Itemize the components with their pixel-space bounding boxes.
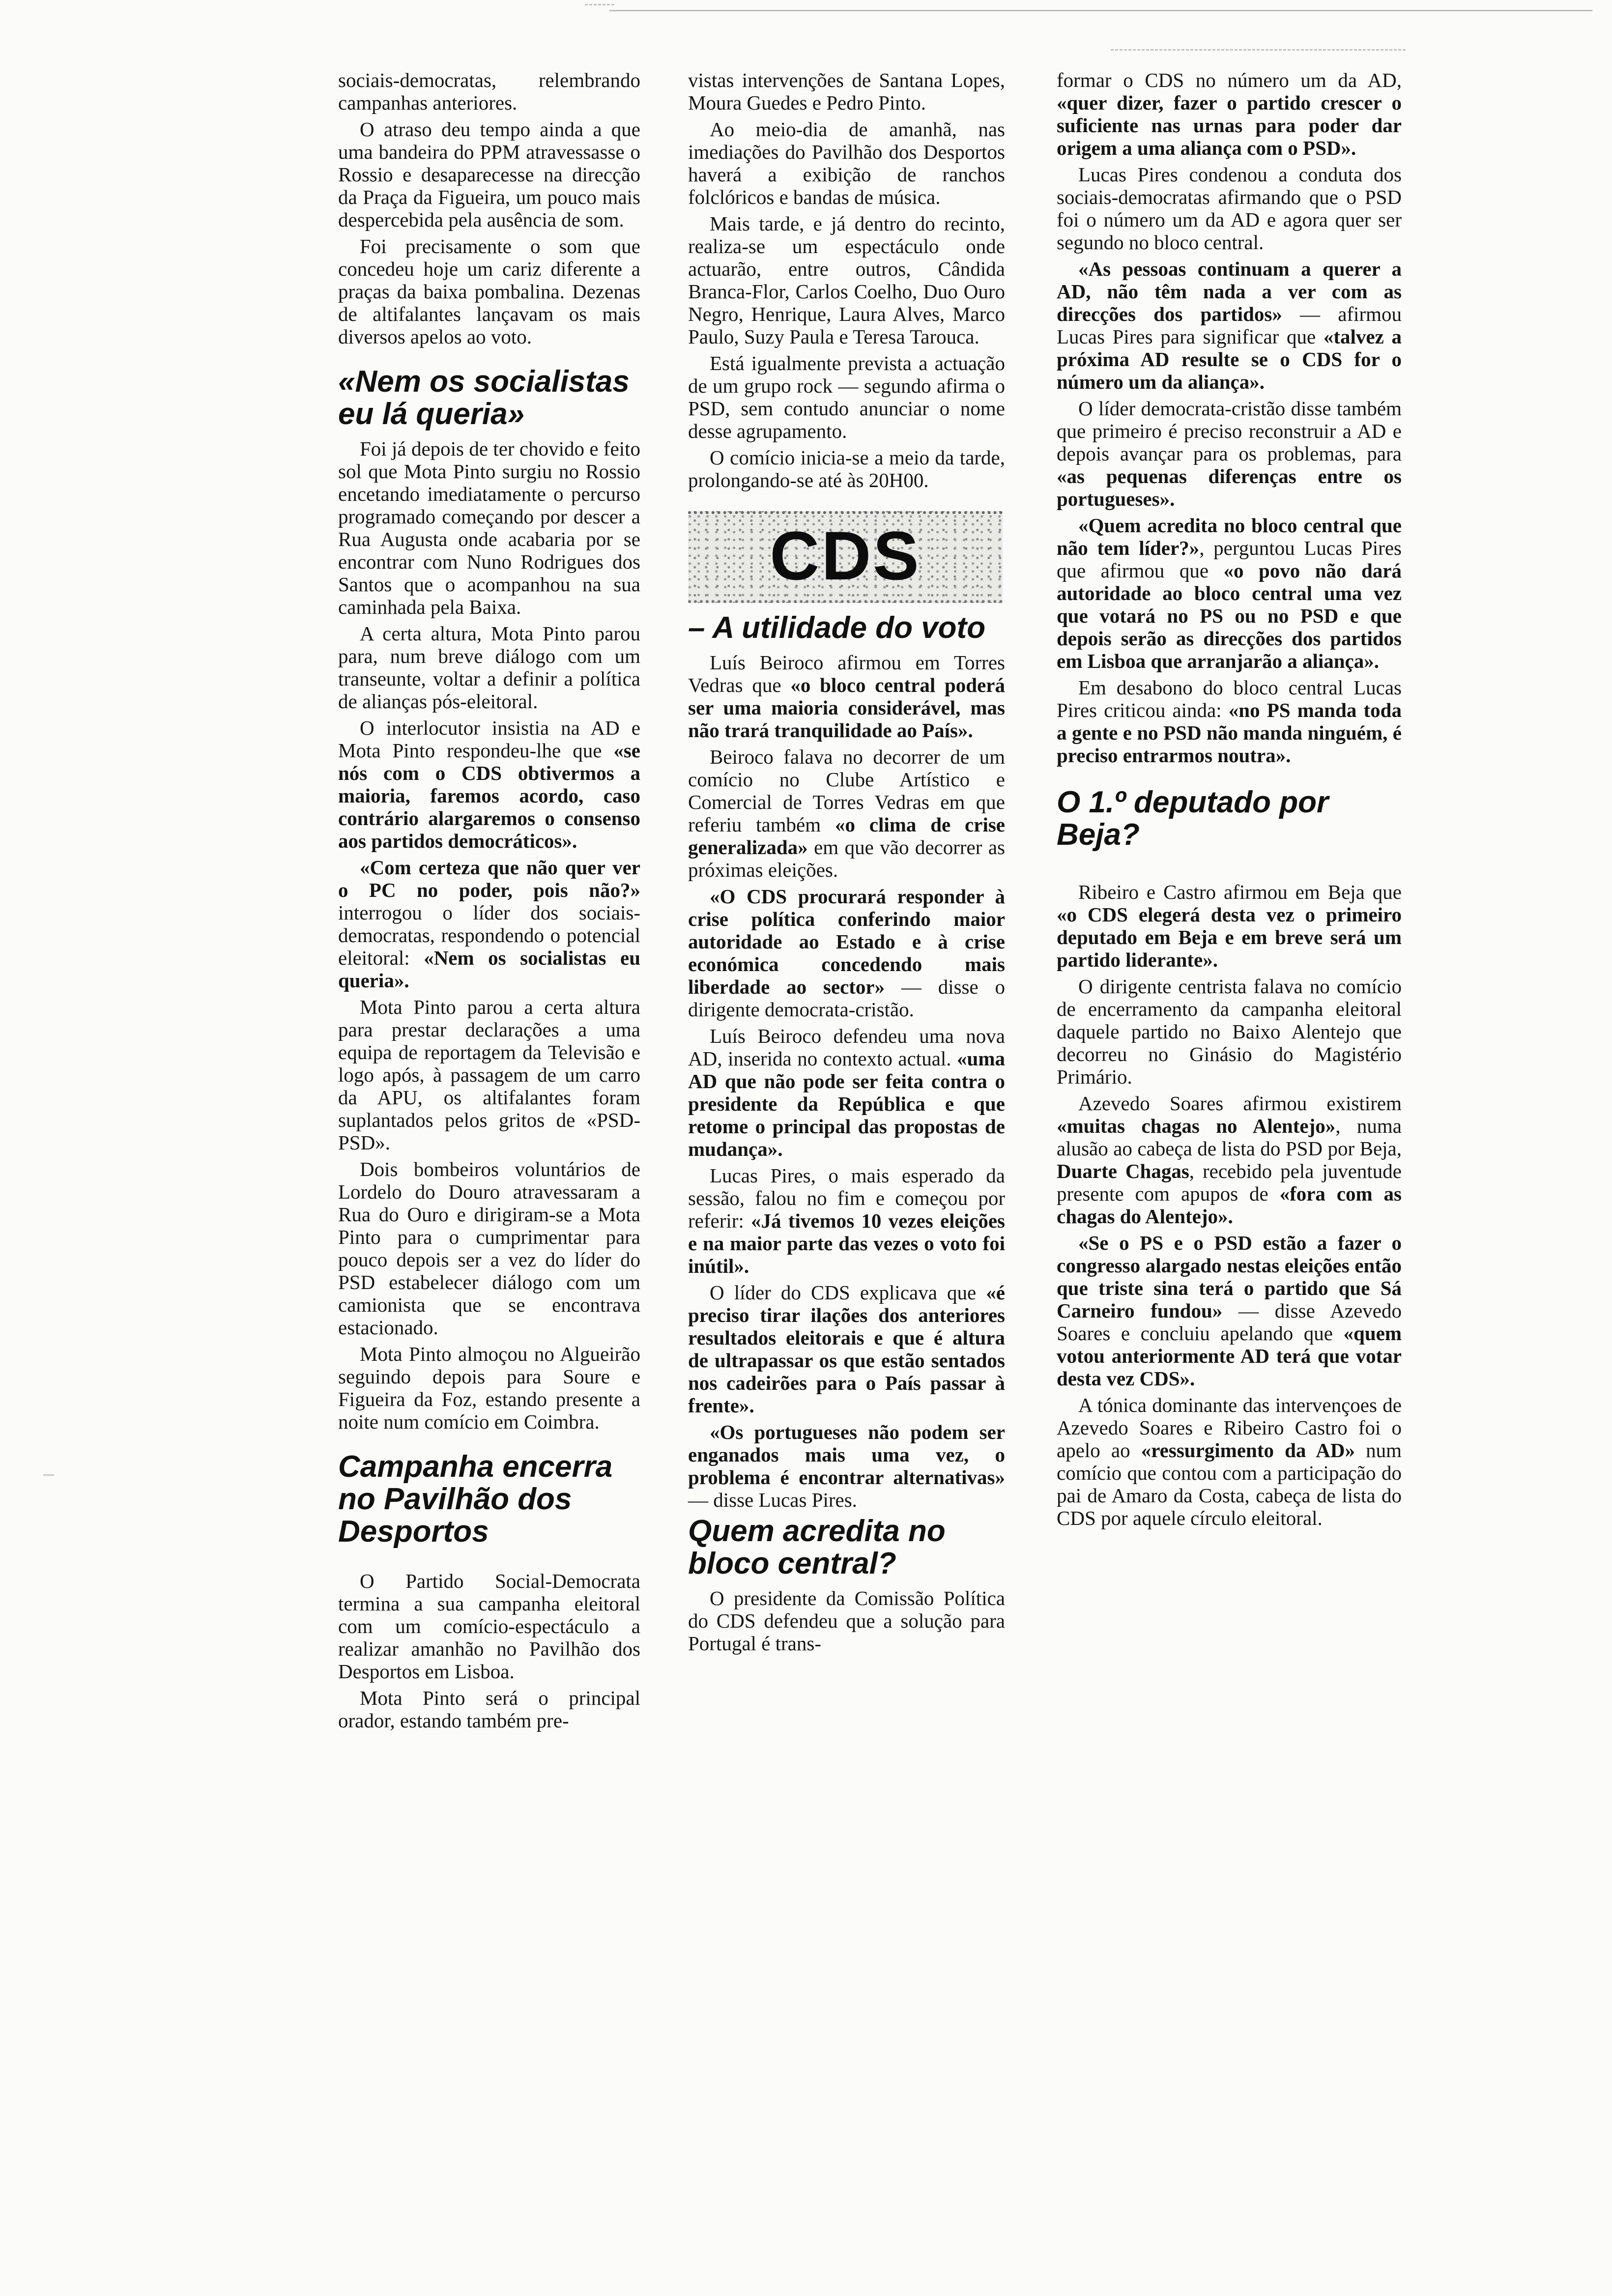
paragraph — [338, 717, 640, 852]
quote: «Com certeza que não quer ver o PC no poder, pois não?» — [338, 856, 640, 901]
paragraph — [688, 1281, 1005, 1417]
quote: «uma AD que não pode ser feita contra o presidente da República e que retome o principal das propostas de mudança». — [688, 1047, 1005, 1160]
text-run: O interlocutor insistia na AD e Mota Pinto respondeu-lhe que — [338, 717, 640, 762]
paragraph: A certa altura, Mota Pinto parou para, num breve diálogo com um transeunte, voltar a definir a política de alianças pós-eleitoral. — [338, 622, 640, 713]
column-2 — [688, 69, 1005, 1659]
paragraph — [1057, 1232, 1402, 1390]
quote: «se nós com o CDS obtivermos a maioria, faremos acordo, caso contrário alargaremos o consenso aos partidos democráticos». — [338, 739, 640, 852]
subheading: – A utilidade do voto — [688, 611, 986, 645]
text-run: interrogou o líder dos sociais-democratas, respondendo o potencial eleitoral: — [338, 901, 640, 969]
text-run: — disse Azevedo Soares e concluiu apelando que — [1057, 1299, 1402, 1345]
paragraph: Mais tarde, e já dentro do recinto, realiza-se um espectáculo onde actuarão, entre outros, Cândida Branca-Flor, Carlos Coelho, Duo Ouro Negro, Henrique, Laura Alves, Marco Paulo, Suzy Paula e Teresa Tarouca. — [688, 212, 1005, 348]
paragraph — [1057, 1092, 1402, 1228]
quote: «Já tivemos 10 vezes eleições e na maior parte das vezes o voto foi inútil». — [688, 1209, 1005, 1277]
paragraph — [1057, 514, 1402, 672]
quote: «muitas chagas no Alentejo» — [1057, 1115, 1336, 1137]
text-run: — disse o dirigente democrata-cristão. — [688, 976, 1006, 1021]
text-run: , perguntou Lucas Pires que afirmou que — [1057, 537, 1402, 582]
paragraph — [688, 746, 1005, 881]
quote: «Nem os socialistas eu queria». — [338, 947, 640, 992]
paragraph — [1057, 69, 1402, 159]
text-run: Luís Beiroco defendeu uma nova AD, inserida no contexto actual. — [688, 1025, 1005, 1070]
quote: «O CDS procurará responder à crise política conferindo maior autoridade ao Estado e à crise económica concedendo mais liberdade ao sector» — [688, 885, 1005, 998]
text-run: Lucas Pires, o mais esperado da sessão, falou no fim e começou por referir: — [688, 1164, 1005, 1232]
text-run: Azevedo Soares afirmou existirem — [1078, 1092, 1402, 1115]
paragraph: Está igualmente prevista a actuação de um grupo rock — segundo afirma o PSD, sem contudo anunciar o nome desse agrupamento. — [688, 352, 1005, 442]
paragraph: Ao meio-dia de amanhã, nas imediações do Pavilhão dos Desportos haverá a exibição de ranchos folclóricos e bandas de música. — [688, 118, 1005, 208]
quote: «é preciso tirar ilações dos anteriores resultados eleitorais e que é altura de ultrapassar os que estão sentados nos cadeirões para o País passar à frente». — [688, 1281, 1005, 1417]
paragraph: Mota Pinto parou a certa altura para prestar declarações a uma equipa de reportagem da Televisão e logo após, à passagem de um carro da APU, os altifalantes foram suplantados pelos gritos de «PSD-PSD». — [338, 996, 640, 1154]
top-dash-left — [585, 4, 614, 5]
quote: «Quem acredita no bloco central que não tem líder?» — [1057, 514, 1402, 559]
text-run: Ribeiro e Castro afirmou em Beja que — [1078, 881, 1402, 903]
subheading: O 1.º deputado por Beja? — [1057, 785, 1329, 852]
paragraph: O Partido Social-Democrata termina a sua campanha eleitoral com um comício-espectáculo a realizar amanhão no Pavilhão dos Desportos em Lisboa. — [338, 1570, 640, 1683]
quote: «As pessoas continuam a querer a AD, não têm nada a ver com as direcções dos partidos» — [1057, 258, 1402, 325]
paragraph: Foi já depois de ter chovido e feito sol que Mota Pinto surgiu no Rossio encetando imediatamente o percurso programado começando por descer a Rua Augusta onde acabaria por se encontrar com Nuno Rodrigues dos Santos que o acompanhou na sua caminhada pela Baixa. — [338, 437, 640, 618]
paragraph — [1057, 1394, 1402, 1529]
left-scan-mark — [43, 1474, 54, 1476]
quote: «quer dizer, fazer o partido crescer o suficiente nas urnas para poder dar origem a uma aliança com o PSD». — [1057, 91, 1402, 159]
paragraph: O atraso deu tempo ainda a que uma bandeira do PPM atravessasse o Rossio e desaparecesse na direcção da Praça da Figueira, um pouco mais despercebida pela ausência de som. — [338, 118, 640, 231]
paragraph: O dirigente centrista falava no comício de encerramento da campanha eleitoral daquele partido no Baixo Alentejo que decorreu no Ginásio do Magistério Primário. — [1057, 975, 1402, 1088]
column-1 — [338, 69, 640, 1736]
paragraph — [1057, 397, 1402, 510]
text-run: — disse Lucas Pires. — [688, 1489, 857, 1511]
subheading: Quem acredita no bloco central? — [688, 1514, 946, 1580]
quote: «o bloco central poderá ser uma maioria considerável, mas não trará tranquilidade ao País». — [688, 674, 1005, 742]
paragraph: O comício inicia-se a meio da tarde, prolongando-se até às 20H00. — [688, 446, 1005, 491]
quote: «quem votou anteriormente AD terá que votar desta vez CDS». — [1057, 1322, 1402, 1390]
paragraph — [688, 885, 1005, 1021]
quote: «o povo não dará autoridade ao bloco central uma vez que votará no PS ou no PSD e que depois serão as direcções dos partidos em Lisboa que arranjarão a aliança». — [1057, 559, 1402, 672]
text-run: em que vão decorrer as próximas eleições. — [688, 836, 1005, 881]
paragraph: Mota Pinto almoçou no Algueirão seguindo depois para Soure e Figueira da Foz, estando presente a noite num comício em Coimbra. — [338, 1343, 640, 1433]
text-run: num comício que contou com a participação do pai de Amaro da Costa, cabeça de lista do CDS por aquele círculo eleitoral. — [1057, 1439, 1402, 1529]
cds-section-banner — [688, 511, 1003, 603]
quote: «talvez a próxima AD resulte se o CDS for o número um da aliança». — [1057, 325, 1402, 393]
paragraph: O presidente da Comissão Política do CDS defendeu que a solução para Portugal é trans- — [688, 1587, 1005, 1655]
text-run: formar o CDS no número um da AD, — [1057, 69, 1402, 91]
paragraph: vistas intervenções de Santana Lopes, Moura Guedes e Pedro Pinto. — [688, 69, 1005, 114]
paragraph: Mota Pinto será o principal orador, estando também pre- — [338, 1687, 640, 1732]
paragraph: sociais-democratas, relembrando campanhas anteriores. — [338, 69, 640, 114]
quote: «as pequenas diferenças entre os portugueses». — [1057, 465, 1402, 510]
name-bold: Duarte Chagas — [1057, 1160, 1189, 1182]
quote: «Os portugueses não podem ser enganados mais uma vez, o problema é encontrar alternativas» — [688, 1421, 1005, 1489]
paragraph — [1057, 676, 1402, 767]
paragraph: Dois bombeiros voluntários de Lordelo do Douro atravessaram a Rua do Ouro e dirigiram-se a Mota Pinto para o cumprimentar para pouco depois ser a vez do líder do PSD estabelecer diálogo com um camionista que se encontrava estacionado. — [338, 1158, 640, 1339]
cds-banner-label: CDS — [770, 517, 921, 594]
top-dash-right — [1111, 49, 1406, 51]
top-rule — [609, 10, 1592, 11]
paragraph: Lucas Pires condenou a conduta dos sociais-democratas afirmando que o PSD foi o número um da AD e agora quer ser segundo no bloco central. — [1057, 163, 1402, 254]
paragraph: Foi precisamente o som que concedeu hoje um cariz diferente a praças da baixa pombalina. Dezenas de altifalantes lançavam os mais diversos apelos ao voto. — [338, 235, 640, 348]
quote: «no PS manda toda a gente e no PSD não manda ninguém, é preciso entrarmos noutra». — [1057, 699, 1402, 767]
paragraph — [1057, 881, 1402, 971]
text-run: O líder do CDS explicava que — [710, 1281, 986, 1304]
paragraph — [688, 1025, 1005, 1160]
paragraph — [688, 1421, 1005, 1511]
quote: «ressurgimento da AD» — [1141, 1439, 1355, 1462]
text-run: A tónica dominante das intervençoes de Azevedo Soares e Ribeiro Castro foi o apelo ao — [1057, 1394, 1402, 1462]
paragraph — [688, 1164, 1005, 1277]
quote: «o CDS elegerá desta vez o primeiro deputado em Beja e em breve será um partido liderante». — [1057, 903, 1402, 971]
quote: «Se o PS e o PSD estão a fazer o congresso alargado nestas eleições então que triste sina terá o partido que Sá Carneiro fundou» — [1057, 1232, 1402, 1322]
quote: «o clima de crise generalizada» — [688, 813, 1005, 859]
paragraph — [1057, 258, 1402, 393]
subheading: Campanha encerra no Pavilhão dos Desportos — [338, 1450, 613, 1549]
text-run: Em desabono do bloco central Lucas Pires criticou ainda: — [1057, 676, 1402, 721]
text-run: , numa alusão ao cabeça de lista do PSD por Beja, — [1057, 1115, 1402, 1160]
text-run: — afirmou Lucas Pires para significar que — [1057, 303, 1402, 348]
column-3 — [1057, 69, 1402, 1533]
paragraph — [338, 856, 640, 992]
quote: «fora com as chagas do Alentejo». — [1057, 1182, 1402, 1228]
text-run: , recebido pela juventude presente com apupos de — [1057, 1160, 1402, 1205]
text-run: Luís Beiroco afirmou em Torres Vedras que — [688, 651, 1005, 696]
text-run: Beiroco falava no decorrer de um comício no Clube Artístico e Comercial de Torres Vedras em que referiu também — [688, 746, 1005, 836]
subheading: «Nem os socialistas eu lá queria» — [338, 365, 630, 431]
paragraph — [688, 651, 1005, 742]
text-run: O líder democrata-cristão disse também que primeiro é preciso reconstruir a AD e depois avançar para os problemas, para — [1057, 397, 1402, 465]
